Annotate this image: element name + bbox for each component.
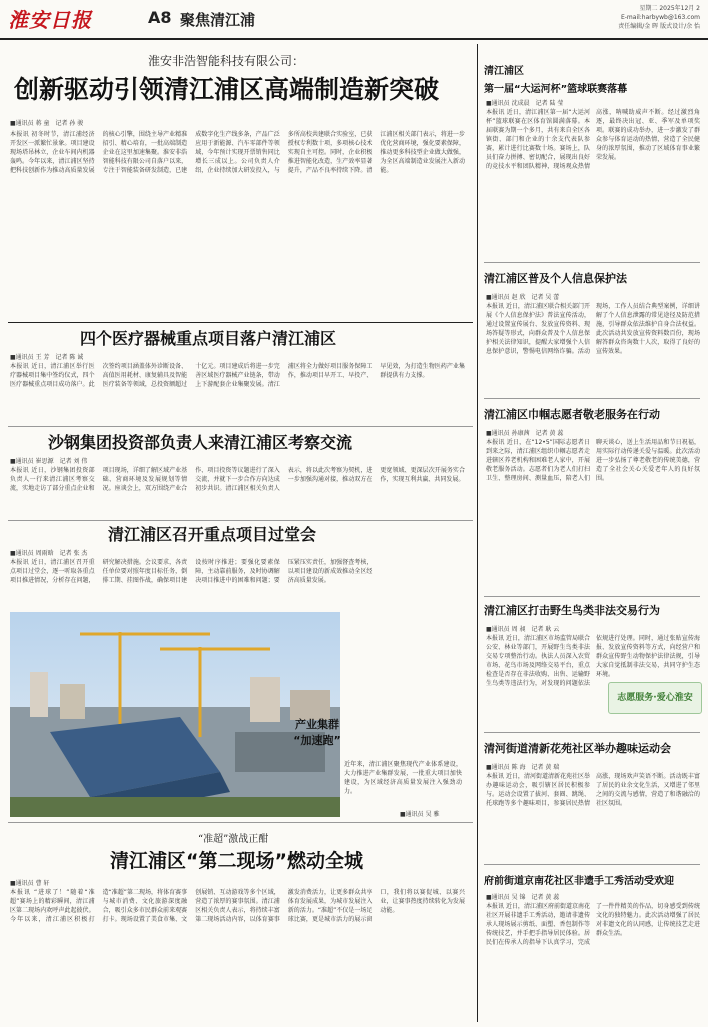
- right-story-1-body: 本报讯 近日，清江浦区第一届“大运河杯”篮球联赛在区体育馆圆满落幕。本届联赛为期一个多月，共有来自全区各镇街、部门和企业的十余支代表队参赛，累计进行比赛数十场。赛场上，队员们奋力拼搏、密切配合，展现出良好的竞技水平和团队精神，现场观众热情高涨，呐喊助威声不断。经过激烈角逐，最终决出冠、亚、季军及单项奖项。联赛的成功举办，进一步激发了群众参与体育运动的热情，营造了全民健身的浓厚氛围，推动了区域体育事业繁荣发展。: [486, 109, 700, 170]
- story5-kicker: “准超”激战正酣: [198, 834, 269, 845]
- masthead-email: E-mail:harbywb@163.com: [620, 14, 700, 21]
- story4-byline: ■通讯员 周雨晗 记者 张 杰: [10, 550, 88, 557]
- story3-headline: 沙钢集团投资部负责人来清江浦区考察交流: [48, 433, 353, 452]
- right-story-3-byline: ■通讯员 孙康茜 记者 黄 蕊: [486, 430, 564, 437]
- story2-headline: 四个医疗器械重点项目落户清江浦区: [80, 329, 337, 348]
- right-story-6-byline: ■通讯员 吴 锦 记者 黄 蕊: [486, 894, 560, 901]
- lead-byline: [10, 118, 100, 127]
- right-story-1: [484, 62, 700, 95]
- right-story-3-title: 清江浦区巾帼志愿者敬老服务在行动: [484, 408, 660, 421]
- photo-overlay-subtitle: “加速跑”: [293, 734, 341, 747]
- page-number: A8: [148, 8, 172, 27]
- lead-kicker: 淮安非浩智能科技有限公司：: [148, 54, 305, 68]
- photo-caption: 近年来，清江浦区聚焦现代产业体系建设，大力推进产业集群发展，一批重大项目加快建设，为区域经济高质量发展注入强劲动力。: [344, 761, 462, 795]
- byline-author: 记者 孙 骏: [55, 120, 84, 127]
- newspaper-logo: 淮安日报: [8, 8, 92, 32]
- right-story-2-byline: ■通讯员 赵 欣 记者 吴 蕾: [486, 294, 560, 301]
- construction-photo-image: [10, 612, 340, 817]
- story5-body: 本报讯 “进球了！”随着“准超”赛场上的精彩瞬间，清江浦区第二现场内欢呼声此起彼伏。今年以来，清江浦区积极打造“准超”第二现场，将体育赛事与城市消费、文化旅游深度融合，吸引众多市民群众前来观赛打卡。现场设置了美食市集、文创展销、互动游戏等多个区域，营造了浓厚的赛事氛围。清江浦区相关负责人表示，将持续丰富第二现场活动内容，以体育赛事激发消费活力，让更多群众共享体育发展成果，为城市发展注入新的活力。“准超”不仅是一场足球比赛，更是城市活力的展示窗口，我们将以赛促城、以赛兴业，让赛事热度持续转化为发展动能。: [10, 889, 465, 923]
- story2-body: 本报讯 近日，清江浦区举行医疗器械项目集中签约仪式，四个医疗器械重点项目成功落户。此次签约项目涵盖体外诊断设备、高值医用耗材、康复辅具及智能医疗装备等领域，总投资额超过十亿元。项目建成后将进一步完善区域医疗器械产业链条，带动上下游配套企业集聚发展。清江浦区将全力做好项目服务保障工作，推动项目早开工、早投产、早见效，为打造生物医药产业集群提供有力支撑。: [10, 363, 465, 388]
- lead-headline: 创新驱动引领清江浦区高端制造新突破: [14, 75, 440, 104]
- right-story-3-body: 本报讯 近日，在“12•5”国际志愿者日到来之际，清江浦区组织巾帼志愿者走进辖区养老机构和困难老人家中，开展敬老服务活动。志愿者们为老人们打扫卫生、整理房间、测量血压，陪老人们聊天谈心，送上生活用品和节日祝福，用实际行动传递关爱与温暖。此次活动进一步弘扬了尊老敬老的传统美德，营造了全社会关心关爱老年人的良好氛围。: [486, 439, 700, 482]
- right-story-2-body: 本报讯 近日，清江浦区联合相关部门开展《个人信息保护法》普法宣传活动，通过设置宣传展台、发放宣传资料、现场答疑等形式，向群众普及个人信息保护相关法律知识，提醒大家增强个人信息保护意识，警惕电信网络诈骗。活动现场，工作人员结合典型案例，详细讲解了个人信息泄露的常见途径及防范措施，引导群众依法维护自身合法权益。此次活动共发放宣传资料数百份，现场解答群众咨询数十人次，取得了良好的宣传效果。: [486, 303, 700, 355]
- right-story-1-kicker: 清江浦区: [484, 66, 524, 77]
- right-story-4-byline: ■通讯员 周 昶 记者 耿 云: [486, 626, 560, 633]
- story4-headline: 清江浦区召开重点项目过堂会: [108, 525, 317, 544]
- lead-body: 本报讯 初冬时节，清江浦经济开发区一派繁忙景象。项目建设现场塔吊林立，企业车间内机器轰鸣。今年以来，清江浦区坚持把科技创新作为推动高质量发展的核心引擎，围绕主导产业精准招引、精心培育，一批高端制造企业在这里加速集聚。淮安非浩智能科技有限公司自落户以来，专注于智能装备研发制造，已建成数字化生产线多条，产品广泛应用于新能源、汽车零部件等领域，今年预计实现开票销售同比增长三成以上。公司负责人介绍，企业持续加大研发投入，与多所高校共建联合实验室，已获授权专利数十项，多项核心技术实现自主可控。同时，企业积极推进智能化改造，生产效率显著提升，产品不良率持续下降。清江浦区相关部门表示，将进一步优化营商环境，强化要素保障，推动更多科技型企业做大做强，为全区高端制造业发展注入新动能。: [10, 131, 465, 174]
- right-story-1-byline: ■通讯员 沈成晨 记者 陆 莹: [486, 100, 564, 107]
- story2-byline: ■通讯员 王 芳 记者 陈 诚: [10, 354, 84, 361]
- section-title: 聚焦清江浦: [180, 11, 256, 29]
- right-story-4-body: 本报讯 近日，清江浦区市场监管局联合公安、林业等部门，开展野生鸟类非法交易专项整治行动。执法人员深入农贸市场、花鸟市场及网络交易平台，重点检查是否存在非法收购、出售、运输野生鸟类等违法行为，对发现的问题依法依规进行处理。同时，通过张贴宣传海报、发放宣传资料等方式，向经营户和群众宣传野生动物保护法律法规，引导大家自觉抵制非法交易，共同守护生态环境。: [486, 635, 700, 687]
- right-story-2-title: 清江浦区普及个人信息保护法: [484, 272, 627, 285]
- right-story-4-title: 清江浦区打击野生鸟类非法交易行为: [484, 604, 660, 617]
- right-story-5-title: 清河街道清新花苑社区举办趣味运动会: [484, 742, 671, 755]
- feature-photo: [10, 612, 340, 817]
- masthead-date: 星期二 2025年12月 2: [639, 5, 700, 12]
- photo-overlay-title: 产业集群: [295, 718, 339, 731]
- masthead-editors: 责任编辑/金 晖 版式设计/余 怡: [618, 23, 700, 30]
- right-story-1-title: 第一届“大运河杯”篮球联赛落幕: [484, 84, 628, 95]
- masthead-meta: [618, 4, 700, 31]
- photo-credit: ■通讯员 吴 雅: [400, 811, 440, 818]
- right-story-5-body: 本报讯 近日，清河街道清新花苑社区举办趣味运动会，吸引辖区居民积极参与。运动会设置了拔河、套圈、跳绳、托球跑等多个趣味项目，参赛居民热情高涨，现场欢声笑语不断。活动既丰富了居民的业余文化生活，又增进了邻里之间的交流与感情，营造了和谐融洽的社区氛围。: [486, 773, 700, 807]
- story5-byline: ■通讯员 曹 轩: [10, 880, 50, 887]
- story5-headline: 清江浦区“第二现场”燃动全城: [110, 850, 363, 872]
- byline-reporter: ■通讯员 蒋 童: [10, 120, 50, 127]
- story3-byline: ■通讯员 崔思源 记者 刘 伟: [10, 458, 88, 465]
- right-story-5-byline: ■通讯员 陈 海 记者 黄 瑞: [486, 764, 560, 771]
- story4-body: 本报讯 近日，清江浦区召开重点项目过堂会，逐一听取各重点项目推进情况，分析存在问题，研究解决措施。会议要求，各责任单位要对照年度目标任务，倒排工期、挂图作战，确保项目建设按时序推进；要强化要素保障，主动靠前服务，及时协调解决项目推进中的困难和问题；要压紧压实责任，加强督查考核，以项目建设的新成效推动全区经济高质量发展。: [10, 559, 373, 584]
- volunteer-stamp: 志愿服务·爱心淮安: [608, 682, 702, 714]
- right-story-6-title: 府前街道京南花社区非遗手工秀活动受欢迎: [484, 876, 674, 887]
- story3-body: 本报讯 近日，沙钢集团投资部负责人一行来清江浦区考察交流，实地走访了部分重点企业和项目现场，详细了解区域产业基础、营商环境及发展规划等情况。座谈会上，双方围绕产业合作、项目投资等议题进行了深入交流，并就下一步合作方向达成初步共识。清江浦区相关负责人表示，将以此次考察为契机，进一步加强沟通对接，推动双方在更宽领域、更深层次开展务实合作，实现互利共赢、共同发展。: [10, 467, 465, 492]
- right-story-6-body: 本报讯 近日，清江浦区府前街道京南花社区开展非遗手工秀活动，邀请非遗传承人现场展示剪纸、面塑、香包制作等传统技艺，并手把手指导居民体验。居民们在传承人的指导下认真学习，完成了一件件精美的作品，切身感受到传统文化的独特魅力。此次活动增强了居民对非遗文化的认同感，让传统技艺走进群众生活。: [486, 903, 700, 946]
- photo-overlay: [282, 716, 352, 748]
- masthead: [0, 0, 708, 40]
